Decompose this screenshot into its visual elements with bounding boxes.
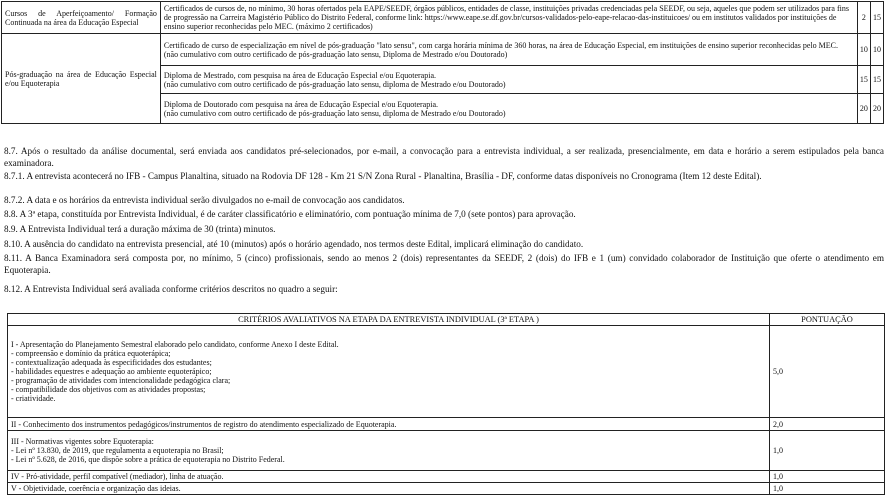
criteria-line: IV - Pró-atividade, perfil compatível (mediador), linha de atuação. [11, 472, 224, 481]
description-line: Diploma de Mestrado, com pesquisa na área de Educação Especial e/ou Equoterapia. [163, 70, 437, 80]
points-header: PONTUAÇÃO [770, 314, 885, 326]
max-points-cell: 10 [870, 34, 883, 66]
points-cell: 1,0 [770, 483, 885, 495]
paragraph-8-12: 8.12. A Entrevista Individual será avaliada conforme critérios descritos no quadro a seguir: [4, 284, 338, 294]
unit-points-cell: 15 [857, 66, 870, 94]
description-line: (não cumulativo com outro certificado de pós-graduação lato sensu, diploma de Mestrado e/ou Doutorado) [163, 108, 506, 118]
description-line: Certificados de cursos de, no mínimo, 30 horas ofertados pela EAPE/SEEDF, órgãos públicos, entidades de classe, instituições privadas credenciadas pela SEEDF, ou seja, aqueles que podem ser utilizados para fins de progressão na Carreira Magistério Público do Distrito Federal, conforme link: https://www.eape.se.df.gov.br/cursos-validados-pelo-eape-relacao-das-instituicoes/ ou em institutos validados por instituições de ensino superior reconhecidas pelo MEC. (máximo 2 certificados) [163, 4, 849, 31]
table-row [2, 2, 884, 34]
table-header-row [8, 314, 885, 326]
description-cell [160, 2, 857, 34]
description-line: (não cumulativo com outro certificado de pós-graduação lato sensu, Diploma de Mestrado e/ou Doutorado) [163, 49, 508, 59]
criteria-line: - programação de atividades com intencionalidade pedagógica clara; [11, 376, 231, 385]
criteria-cell [8, 326, 770, 418]
description-line: Diploma de Doutorado com pesquisa na área de Educação Especial e/ou Equoterapia. [163, 99, 439, 109]
paragraph-8-7-2: 8.7.2. A data e os horários da entrevista individual serão divulgados no e-mail de convocação aos candidatos. [4, 195, 405, 205]
max-points-cell: 15 [870, 2, 883, 34]
table-row [8, 483, 885, 495]
criteria-cell [8, 431, 770, 471]
table-row [2, 34, 884, 66]
paragraph-8-7-1: 8.7.1. A entrevista acontecerá no IFB - Campus Planaltina, situado na Rodovia DF 128 - Km 21 S/N Zona Rural - Planaltina, Brasília - DF, conforme datas disponíveis no Cronograma (Item 12 deste Edital). [4, 171, 762, 181]
category-cell: Cursos de Aperfeiçoamento/ Formação Continuada na área da Educação Especial [2, 2, 161, 34]
criteria-line: - compatibilidade dos objetivos com as atividades propostas; [11, 385, 206, 394]
criteria-line: - compreensão e domínio da prática equoterápica; [11, 349, 171, 358]
points-cell: 2,0 [770, 418, 885, 431]
criteria-line: - Lei nº 13.830, de 2019, que regulamenta a equoterapia no Brasil; [11, 446, 224, 455]
criteria-line: - Lei nº 5.628, de 2016, que dispõe sobre a prática de equoterapia no Distrito Federal. [11, 455, 285, 464]
criteria-table [7, 313, 885, 495]
table-row [8, 431, 885, 471]
criteria-line: III - Normativas vigentes sobre Equoterapia: [11, 437, 154, 446]
description-line: Certificado de curso de especialização em nível de pós-graduação "lato sensu", com carga horária mínima de 360 horas, na área de Educação Especial, em instituições de ensino superior reconhecidas pelo MEC. [163, 40, 839, 50]
criteria-cell [8, 471, 770, 483]
table-row [8, 326, 885, 418]
criteria-line: - criatividade. [11, 394, 56, 403]
category-cell: Pós-graduação na área de Educação Especial e/ou Equoterapia [2, 34, 161, 124]
table-row [8, 418, 885, 431]
paragraph-8-11: 8.11. A Banca Examinadora será composta por, no mínimo, 5 (cinco) profissionais, sendo ao menos 2 (dois) representantes da SEEDF, 2 (dois) do IFB e 1 (um) convidado colaborador de Instituição que oferte o atendimento em Equoterapia. [4, 253, 884, 275]
criteria-line: I - Apresentação do Planejamento Semestral elaborado pelo candidato, conforme Anexo I deste Edital. [11, 340, 339, 349]
description-cell [160, 34, 857, 66]
criteria-line: - habilidades equestres e adequação ao ambiente equoterápico; [11, 367, 212, 376]
max-points-cell: 20 [870, 94, 883, 124]
paragraph-8-9: 8.9. A Entrevista Individual terá a duração máxima de 30 (trinta) minutos. [4, 224, 276, 234]
unit-points-cell: 2 [857, 2, 870, 34]
points-cell: 1,0 [770, 471, 885, 483]
criteria-line: II - Conhecimento dos instrumentos pedagógicos/instrumentos de registro do atendimento especializado de Equoterapia. [11, 419, 397, 429]
description-cell [160, 66, 857, 94]
table-row [8, 471, 885, 483]
criteria-cell [8, 483, 770, 495]
criteria-header: CRITÉRIOS AVALIATIVOS NA ETAPA DA ENTREVISTA INDIVIDUAL (3ª ETAPA ) [8, 314, 770, 326]
criteria-line: - contextualização adequada às especificidades dos estudantes; [11, 358, 212, 367]
points-cell: 1,0 [770, 431, 885, 471]
unit-points-cell: 20 [857, 94, 870, 124]
max-points-cell: 15 [870, 66, 883, 94]
criteria-cell [8, 418, 770, 431]
description-line: (não cumulativo com outro certificado de pós-graduação lato sensu, diploma de Mestrado e/ou Doutorado) [163, 79, 506, 89]
criteria-line: V - Objetividade, coerência e organização das ideias. [11, 484, 181, 493]
description-cell [160, 94, 857, 124]
unit-points-cell: 10 [857, 34, 870, 66]
points-cell: 5,0 [770, 326, 885, 418]
paragraph-8-8: 8.8. A 3ª etapa, constituída por Entrevista Individual, é de caráter classificatório e eliminatório, com pontuação mínima de 7,0 (sete pontos) para aprovação. [4, 209, 576, 219]
certificates-table [1, 1, 884, 124]
paragraph-8-7: 8.7. Após o resultado da análise documental, será enviada aos candidatos pré-selecionados, por e-mail, a convocação para a entrevista individual, a ser realizada, presencialmente, em data e horário a serem estipulados pela banca examinadora. [4, 146, 884, 168]
paragraph-8-10: 8.10. A ausência do candidato na entrevista presencial, até 10 (minutos) após o horário agendado, nos termos deste Edital, implicará eliminação do candidato. [4, 239, 584, 249]
